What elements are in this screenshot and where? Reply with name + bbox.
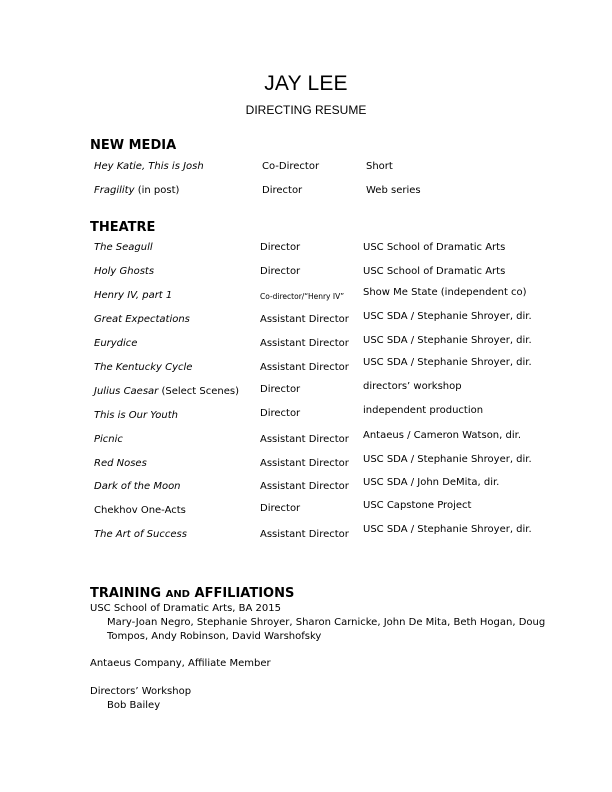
credit-title-cell: [94, 185, 179, 196]
credit-venue: Web series: [366, 185, 421, 196]
credit-venue: USC SDA / Stephanie Shroyer, dir.: [363, 454, 532, 465]
credit-row: [0, 357, 612, 376]
credit-title-cell: [94, 458, 147, 469]
credit-venue: USC SDA / Stephanie Shroyer, dir.: [363, 357, 532, 368]
credit-row: [0, 500, 612, 519]
credit-title: Fragility: [94, 185, 135, 196]
credit-row: [0, 405, 612, 424]
training-teachers-line: Tompos, Andy Robinson, David Warshofsky: [107, 631, 322, 642]
credit-row: [0, 430, 612, 448]
credit-venue: USC School of Dramatic Arts: [363, 242, 506, 253]
credit-title-cell: [94, 505, 186, 516]
credit-row: [0, 161, 612, 175]
affiliation-workshop: Directors’ Workshop: [90, 686, 192, 697]
credit-role: Assistant Director: [260, 338, 349, 349]
resume-subtitle: DIRECTING RESUME: [245, 103, 367, 117]
credit-title-cell: [94, 529, 187, 540]
credit-note: Chekhov One-Acts: [94, 505, 186, 516]
credit-row: [0, 524, 612, 543]
credit-title-cell: [94, 386, 239, 397]
credit-row: [0, 335, 612, 352]
credit-title: Great Expectations: [94, 314, 190, 325]
credit-role: Assistant Director: [260, 529, 349, 540]
credit-row: [0, 185, 612, 199]
credit-title-cell: [94, 338, 137, 349]
section-heading-training: [90, 586, 294, 601]
credit-title-cell: [94, 266, 154, 277]
credit-row: [0, 381, 612, 400]
credit-title: Hey Katie, This is Josh: [94, 161, 204, 172]
credit-venue: USC SDA / Stephanie Shroyer, dir.: [363, 311, 532, 322]
credit-role: Assistant Director: [260, 362, 349, 373]
credit-title-cell: [94, 314, 190, 325]
credit-title-cell: [94, 290, 172, 301]
credit-title: Picnic: [94, 434, 123, 445]
section-heading-new-media: NEW MEDIA: [90, 138, 177, 153]
credit-title: Holy Ghosts: [94, 266, 155, 277]
credit-role: Assistant Director: [260, 314, 349, 325]
credit-venue: USC SDA / Stephanie Shroyer, dir.: [363, 524, 532, 535]
credit-row: [0, 287, 612, 304]
credit-row: [0, 311, 612, 328]
credit-venue: USC Capstone Project: [363, 500, 472, 511]
credit-venue: USC SDA / John DeMita, dir.: [363, 477, 500, 488]
credit-title: Julius Caesar: [94, 386, 159, 397]
credit-row: [0, 242, 612, 256]
credit-note: (in post): [134, 185, 180, 196]
credit-title: Dark of the Moon: [94, 481, 181, 492]
credit-title: Henry IV, part 1: [94, 290, 173, 301]
credit-venue: USC School of Dramatic Arts: [363, 266, 506, 277]
credit-title-cell: [94, 161, 204, 172]
credit-row: [0, 477, 612, 495]
training-school: USC School of Dramatic Arts, BA 2015: [90, 603, 281, 614]
credit-role: Co-director/“Henry IV”: [260, 292, 345, 301]
credit-venue: directors’ workshop: [363, 381, 462, 392]
credit-role: Co-Director: [262, 161, 320, 172]
credit-title: The Seagull: [94, 242, 153, 253]
workshop-person: Bob Bailey: [107, 700, 161, 711]
credit-title-cell: [94, 481, 181, 492]
credit-role: Assistant Director: [260, 481, 349, 492]
credit-venue: Antaeus / Cameron Watson, dir.: [363, 430, 522, 441]
credit-note: (Select Scenes): [158, 386, 240, 397]
credit-role: Director: [260, 266, 301, 277]
resume-name: JAY LEE: [264, 72, 348, 95]
credit-title: Red Noses: [94, 458, 147, 469]
credit-row: [0, 454, 612, 472]
credit-title: Eurydice: [94, 338, 138, 349]
credit-row: [0, 266, 612, 280]
credit-venue: USC SDA / Stephanie Shroyer, dir.: [363, 335, 532, 346]
credit-title-cell: [94, 434, 123, 445]
training-heading-and: AND: [165, 589, 190, 600]
section-heading-theatre: THEATRE: [90, 220, 156, 235]
credit-venue: Short: [366, 161, 393, 172]
credit-role: Director: [260, 503, 301, 514]
credit-title: The Kentucky Cycle: [94, 362, 193, 373]
credit-title: The Art of Success: [94, 529, 187, 540]
credit-role: Director: [260, 242, 301, 253]
credit-role: Assistant Director: [260, 458, 349, 469]
credit-role: Director: [260, 408, 301, 419]
training-teachers-line: Mary-Joan Negro, Stephanie Shroyer, Sharon Carnicke, John De Mita, Beth Hogan, Doug: [107, 617, 546, 628]
credit-title-cell: [94, 362, 192, 373]
affiliation-antaeus: Antaeus Company, Affiliate Member: [90, 658, 271, 669]
credit-role: Director: [262, 185, 303, 196]
credit-venue: independent production: [363, 405, 484, 416]
credit-title-cell: [94, 242, 153, 253]
credit-title: This is Our Youth: [94, 410, 179, 421]
credit-role: Assistant Director: [260, 434, 349, 445]
training-heading-part: TRAINING: [90, 586, 166, 601]
training-heading-part: AFFILIATIONS: [190, 586, 295, 601]
credit-title-cell: [94, 410, 178, 421]
credit-venue: Show Me State (independent co): [363, 287, 527, 298]
credit-role: Director: [260, 384, 301, 395]
